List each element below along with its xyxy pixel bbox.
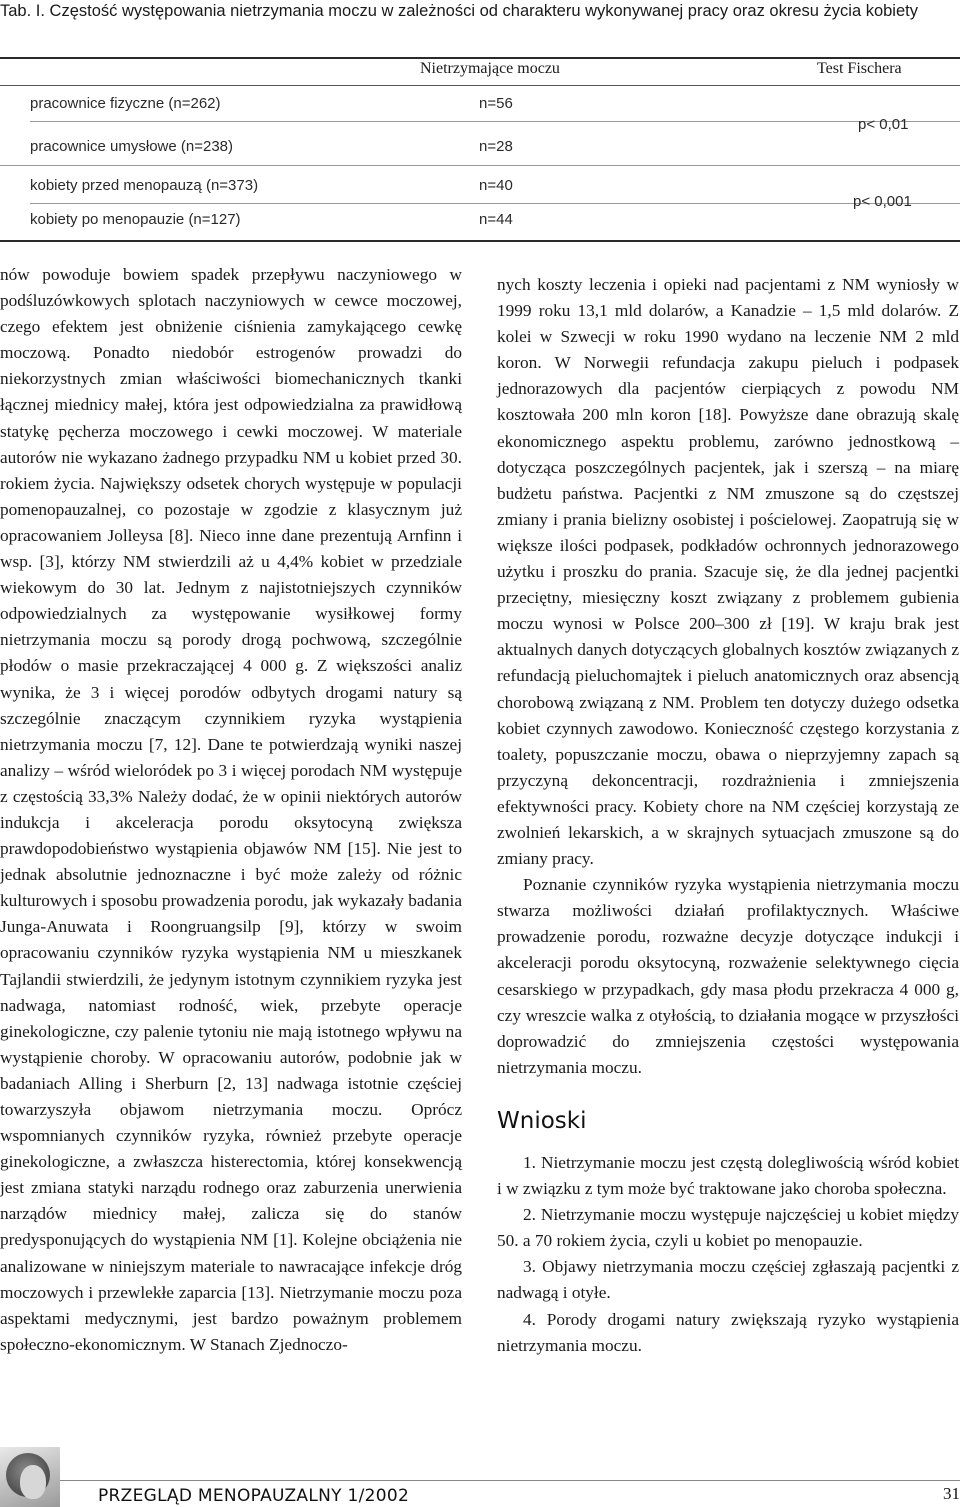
row-label: kobiety przed menopauzą (n=373) (30, 177, 259, 194)
conclusion-item: 4. Porody drogami natury zwiększają ryzyko wystąpienia nietrzymania moczu. (497, 1309, 959, 1355)
row-divider (30, 203, 960, 204)
body-paragraph: Poznanie czynników ryzyka wystąpienia nietrzymania moczu stwarza możliwości działań profilaktycznych. Właściwe prowadzenie porodu, rozważne decyzje dotyczące indukcji i akceleracji porodu oksytocyną, rozważenie selektywnego cięcia cesarskiego w przypadkach, gdy masa płodu przekracza 4 000 g, czy wreszcie walka z otyłością, to działania mogące w przyszłości doprowadzić do zmniejszenia częstości występowania nietrzymania moczu. (497, 875, 959, 1077)
journal-title: PRZEGLĄD MENOPAUZALNY 1/2002 (98, 1486, 410, 1506)
row-value: n=28 (479, 138, 513, 155)
row-divider (30, 121, 960, 122)
fisher-test-value: p< 0,01 (858, 116, 909, 133)
right-column (497, 272, 959, 1359)
conclusion-item: 1. Nietrzymanie moczu jest częstą dolegliwością wśród kobiet i w związku z tym może być traktowane jako choroba społeczna. (497, 1153, 959, 1199)
body-paragraph: nych koszty leczenia i opieki nad pacjentami z NM wyniosły w 1999 roku 13,1 mld dolarów, a Kanadzie – 1,5 mld dolarów. Z kolei w Szwecji w roku 1990 wydano na leczenie NM 2 mld koron. W Norwegii refundacja zakupu pieluch i podpasek jednorazowych dla pacjentów cierpiących z powodu NM kosztowała 200 mln koron [18]. Powyższe dane obrazują skalę ekonomicznego aspektu problemu, zarówno jednostkową – dotycząca poszczególnych pacjentek, jak i szerszą – na miarę budżetu państwa. Pacjentki z NM zmuszone są do częstszej zmiany i prania bielizny osobistej i pościelowej. Zaopatrują się w większe ilości podpasek, podkładów ochronnych jednorazowego użytku i proszku do prania. Szacuje się, że dla jednej pacjentki przeciętny, miesięczny koszt związany z problemem gubienia moczu wynosi w Polsce 200–300 zł [19]. W kraju brak jest aktualnych danych dotyczących globalnych kosztów związanych z refundacją pieluchomajtek i pieluch anatomicznych oraz absencją chorobową związaną z NM. Problem ten dotyczy dużego odsetka kobiet czynnych zawodowo. Konieczność częstego korzystania z toalety, popuszczanie moczu, obawa o nieprzyjemny zapach są przyczyną dekoncentracji, rozdrażnienia i zmniejszenia efektywności pracy. Kobiety chore na NM częściej korzystają ze zwolnień lekarskich, a w skrajnych sytuacjach zmuszone są do zmiany pracy. (497, 275, 959, 869)
table-bottom-rule (0, 240, 960, 242)
results-table (0, 50, 960, 242)
journal-logo-portrait (0, 1447, 60, 1507)
table-caption: Tab. I. Częstość występowania nietrzymania moczu w zależności od charakteru wykonywanej pracy oraz okresu życia kobiety (0, 2, 918, 20)
conclusion-item: 2. Nietrzymanie moczu występuje najczęściej u kobiet między 50. a 70 rokiem życia, czyli u kobiet po menopauzie. (497, 1205, 959, 1251)
conclusion-item: 3. Objawy nietrzymania moczu częściej zgłaszają pacjentki z nadwagą i otyłe. (497, 1257, 959, 1303)
fisher-test-value: p< 0,001 (853, 193, 912, 210)
table-header-rule (0, 85, 960, 86)
row-label: pracownice fizyczne (n=262) (30, 95, 221, 112)
table-top-rule (0, 57, 960, 59)
header-incontinent: Nietrzymające moczu (420, 60, 560, 77)
section-title-conclusions: Wnioski (497, 1107, 587, 1134)
row-value: n=40 (479, 177, 513, 194)
header-fisher-test: Test Fischera (817, 60, 902, 77)
group-divider (0, 165, 960, 166)
portrait-face (20, 1465, 46, 1499)
row-value: n=44 (479, 211, 513, 228)
page-number: 31 (943, 1484, 960, 1503)
left-column (0, 262, 462, 1358)
footer-rule (60, 1480, 960, 1481)
row-value: n=56 (479, 95, 513, 112)
row-label: pracownice umysłowe (n=238) (30, 138, 234, 155)
body-paragraph: nów powoduje bowiem spadek przepływu naczyniowego w podśluzówkowych splotach naczyniowych w cewce moczowej, czego efektem jest obniżenie ciśnienia zamykającego cewkę moczową. Ponadto niedobór estrogenów prowadzi do niekorzystnych zmian właściwości biomechanicznych tkanki łącznej miednicy małej, która jest odpowiedzialna za prawidłową statykę pęcherza moczowego i cewki moczowej. W materiale autorów nie wykazano żadnego przypadku NM u kobiet przed 30. rokiem życia. Największy odsetek chorych występuje w populacji pomenopauzalnej, co pozostaje w zgodzie z klasycznym już opracowaniem Jolleysa [8]. Nieco inne dane prezentują Arnfinn i wsp. [3], którzy NM stwierdzili aż u 4,4% kobiet w przedziale wiekowym do 30 lat. Jednym z najistotniejszych czynników odpowiedzialnych za występowanie wysiłkowej formy nietrzymania moczu są porody drogą pochwową, szczególnie płodów o masie przekraczającej 4 000 g. Z większości analiz wynika, że 3 i więcej porodów odbytych drogami natury są szczególnie znaczącym czynnikiem ryzyka wystąpienia nietrzymania moczu [7, 12]. Dane te potwierdzają wyniki naszej analizy – wśród wieloródek po 3 i więcej porodach NM występuje z częstością 33,3% Należy dodać, że w opinii niektórych autorów indukcja i akceleracja porodu oksytocyną zwiększa prawdopodobieństwo wystąpienia objawów NM [15]. Nie jest to jednak absolutnie jednoznaczne i być może zależy od różnic kulturowych i sposobu prowadzenia porodu, jak wykazały badania Junga-Anuwata i Roongruangsilp [9], którzy w swoim opracowaniu czynników ryzyka wystąpienia NM u mieszkanek Tajlandii stwierdzili, że jedynym istotnym czynnikiem ryzyka jest nadwaga, natomiast rodność, wiek, przebyte operacje ginekologiczne, czy palenie tytoniu nie mają istotnego wpływu na wystąpienie choroby. W opracowaniu autorów, podobnie jak w badaniach Alling i Sherburn [2, 13] nadwaga istotnie częściej towarzyszyła objawom nietrzymania moczu. Oprócz wspomnianych czynników ryzyka, również przebyte operacje ginekologiczne, a zwłaszcza histerectomia, której konsekwencją jest zmiana statyki narządu rodnego oraz zaburzenia unerwienia narządów miednicy małej, zalicza się do stanów predysponujących do wystąpienia NM [1]. Kolejne obciążenia nie analizowane w niniejszym materiale to nawracające infekcje dróg moczowych i przewlekłe zaparcia [13]. Nietrzymanie moczu poza aspektami medycznymi, jest bardzo poważnym problemem społeczno-ekonomicznym. W Stanach Zjednoczo- (0, 265, 462, 1354)
row-label: kobiety po menopauzie (n=127) (30, 211, 241, 228)
